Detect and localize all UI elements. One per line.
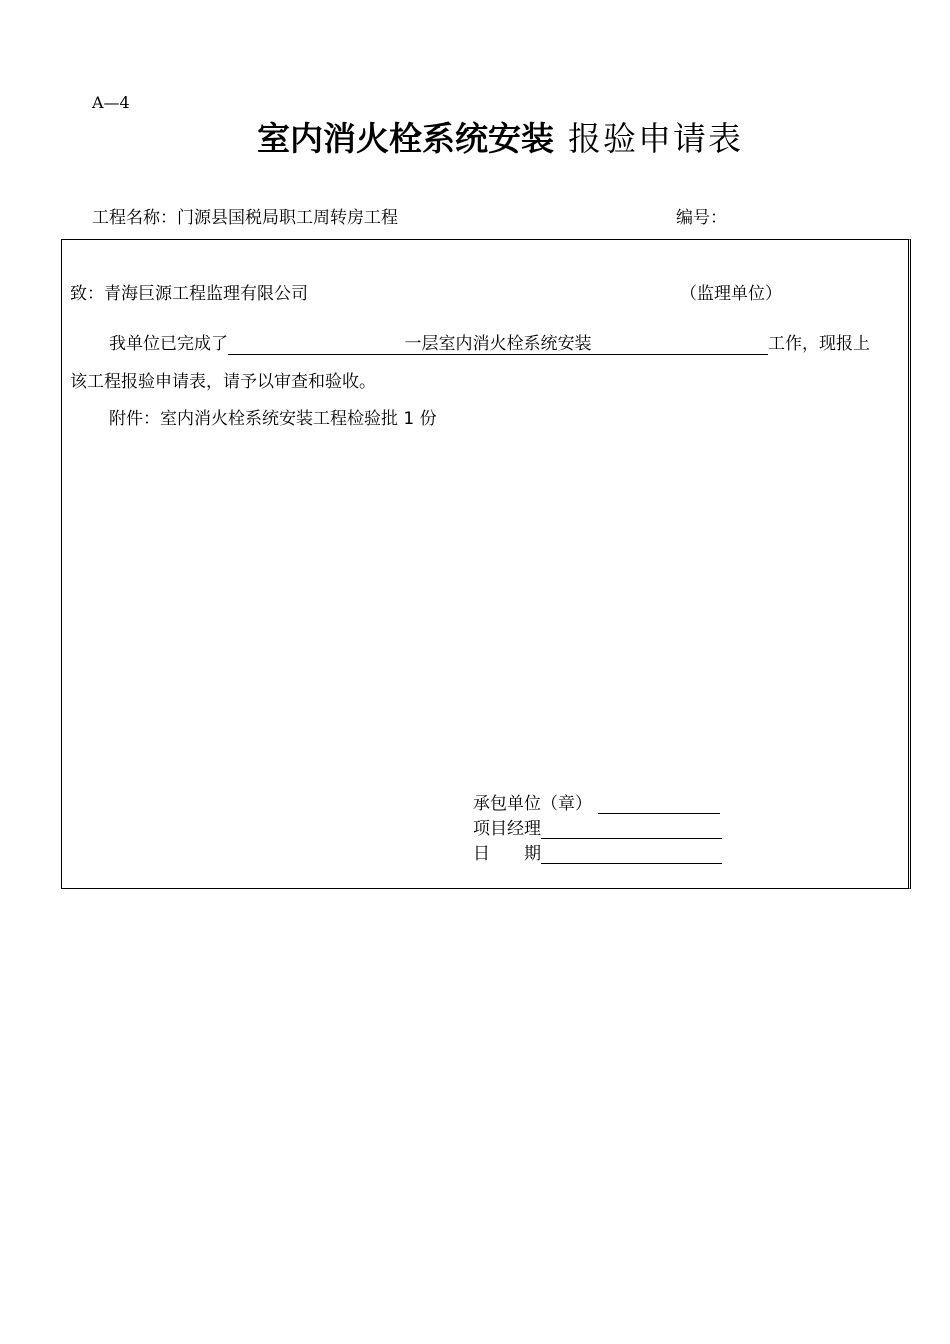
project-name-row	[92, 203, 398, 228]
to-label: 致：	[70, 284, 104, 304]
manager-signature-row	[473, 814, 722, 839]
date-signature-row	[473, 839, 722, 864]
contractor-signature-line	[598, 795, 720, 814]
page-title	[0, 116, 950, 162]
contractor-signature-row	[473, 789, 720, 814]
attachment-value: 室内消火栓系统安装工程检验批 1 份	[160, 409, 437, 429]
date-signature-line	[541, 845, 722, 864]
date-label: 日 期	[473, 844, 541, 864]
completed-suffix: 工作，现报上	[768, 334, 870, 354]
title-main: 室内消火栓系统安装	[257, 119, 554, 158]
to-name: 青海巨源工程监理有限公司	[104, 284, 308, 304]
project-name: 门源县国税局职工周转房工程	[177, 208, 398, 228]
attachment-label: 附件：	[109, 409, 160, 429]
completed-row	[109, 329, 870, 355]
contractor-label: 承包单位（章）	[473, 794, 592, 814]
completed-item-field: 一层室内消火栓系统安装	[228, 334, 768, 355]
project-label: 工程名称：	[92, 208, 177, 228]
title-suffix: 报验申请表	[568, 119, 743, 158]
manager-label: 项目经理	[473, 819, 541, 839]
number-label: 编号：	[676, 208, 727, 228]
addressee-row	[70, 279, 308, 304]
attachment-row	[109, 404, 437, 429]
report-text: 该工程报验申请表，请予以审查和验收。	[70, 372, 376, 392]
to-role: （监理单位）	[680, 284, 782, 304]
completed-prefix: 我单位已完成了	[109, 334, 228, 354]
manager-signature-line	[541, 820, 722, 839]
form-code: A—4	[92, 93, 130, 112]
